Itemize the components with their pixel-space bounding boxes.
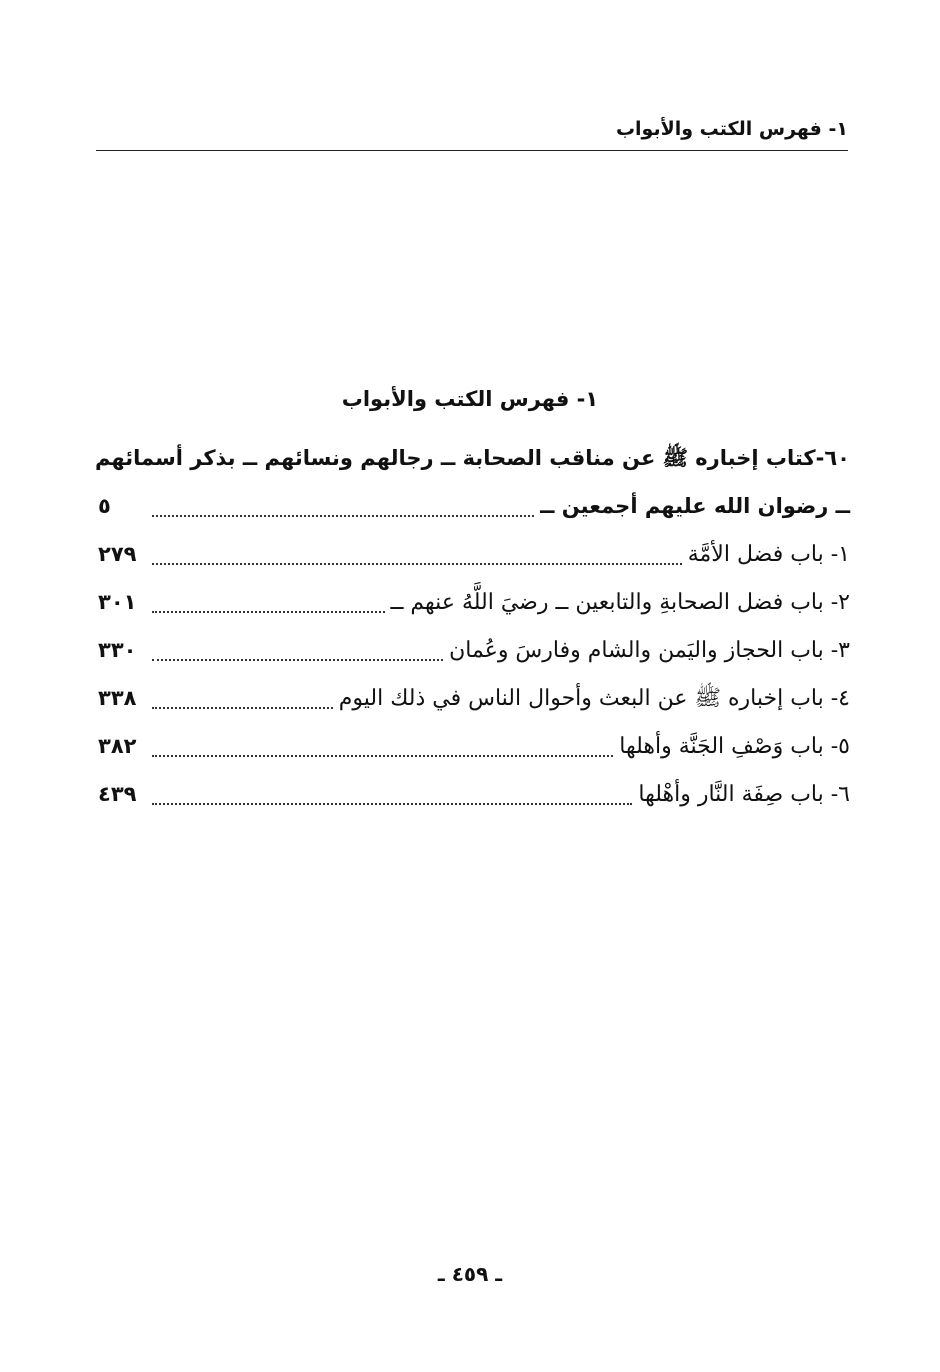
section-title: ١- فهرس الكتب والأبواب — [341, 387, 599, 411]
book-title-line2: ــ رضوان الله عليهم أجمعين ــ — [540, 494, 850, 518]
entry-label: ٣- باب الحجاز واليَمن والشام وفارسَ وعُمان — [449, 638, 850, 663]
dot-leader — [152, 803, 632, 805]
toc-entry — [98, 530, 850, 578]
dot-leader — [152, 707, 333, 709]
toc-entry — [98, 674, 850, 722]
entry-page-number: ٢٧٩ — [98, 542, 137, 566]
toc-book-entry — [98, 482, 850, 530]
toc-entry — [98, 770, 850, 818]
entry-page-number: ٣٣٠ — [98, 638, 137, 662]
entry-label: ٤- باب إخباره ﷺ عن البعث وأحوال الناس في ذلك اليوم — [338, 686, 850, 711]
toc-entry — [98, 578, 850, 626]
entry-page-number: ٣٨٢ — [98, 734, 137, 758]
entry-page-number: ٤٣٩ — [98, 782, 137, 806]
toc-entry — [98, 722, 850, 770]
entry-label: ٢- باب فضل الصحابةِ والتابعين ــ رضيَ اللَّهُ عنهم ــ — [390, 590, 850, 615]
dot-leader — [152, 515, 534, 517]
toc-entry — [98, 626, 850, 674]
dot-leader — [152, 611, 385, 613]
table-of-contents — [94, 434, 850, 818]
entry-page-number: ٣٠١ — [98, 590, 137, 614]
entry-label: ٥- باب وَصْفِ الجَنَّة وأهلها — [619, 734, 850, 759]
dot-leader — [152, 563, 682, 565]
dot-leader — [152, 755, 613, 757]
page-number-footer: ـ ٤٥٩ ـ — [437, 1262, 503, 1286]
book-page-number: ٥ — [98, 494, 111, 518]
entry-label: ٦- باب صِفَة النَّار وأهْلها — [638, 782, 850, 807]
book-title-line1: ٦٠-كتاب إخباره ﷺ عن مناقب الصحابة ــ رجالهم ونسائهم ــ بذكر أسمائهم — [94, 446, 850, 470]
entry-label: ١- باب فضل الأمَّة — [687, 542, 850, 567]
dot-leader — [152, 659, 443, 661]
entry-page-number: ٣٣٨ — [98, 686, 137, 710]
toc-book-title-line — [94, 434, 850, 482]
running-header: ١- فهرس الكتب والأبواب — [615, 118, 848, 140]
header-rule — [96, 150, 848, 151]
